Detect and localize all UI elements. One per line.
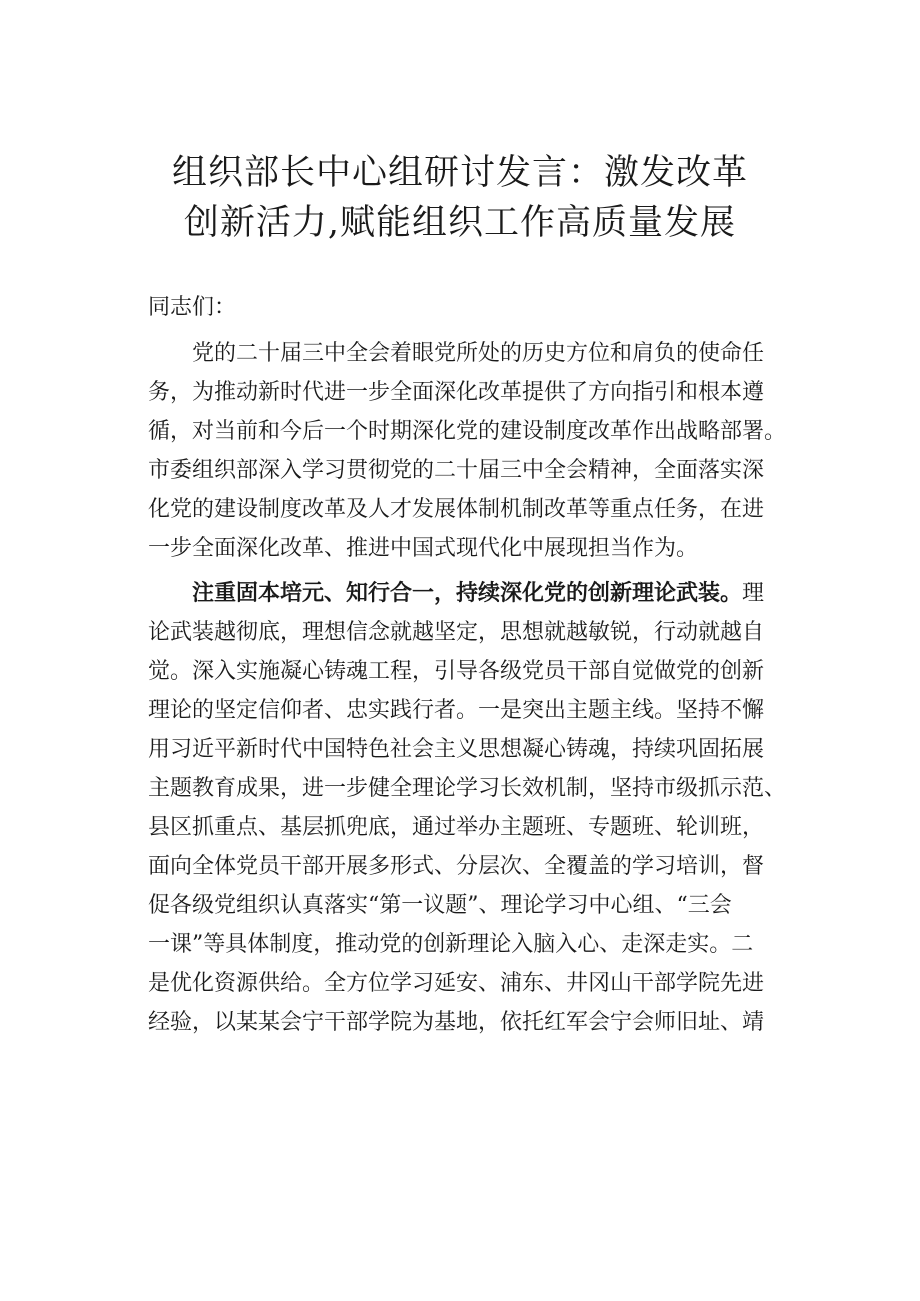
paragraph-line: 循，对当前和今后一个时期深化党的建设制度改革作出战略部署。 [148,419,787,444]
paragraph-line: 市委组织部深入学习贯彻党的二十届三中全会精神，全面落实深 [148,458,765,483]
document-title [120,148,800,248]
paragraph-line: 化党的建设制度改革及人才发展体制机制改革等重点任务，在进 [148,497,765,522]
paragraph-line: 一步全面深化改革、推进中国式现代化中展现担当作为。 [148,536,699,561]
document-body [148,288,812,1042]
paragraph-line: 经验，以某某会宁干部学院为基地，依托红军会宁会师旧址、靖 [148,1010,765,1035]
paragraph-line: 理论的坚定信仰者、忠实践行者。一是突出主题主线。坚持不懈 [148,698,765,723]
paragraph-heading-rest: 理 [742,581,765,606]
paragraph-line: 是优化资源供给。全方位学习延安、浦东、井冈山干部学院先进 [148,971,765,996]
paragraph-line: 用习近平新时代中国特色社会主义思想凝心铸魂，持续巩固拓展 [148,737,765,762]
paragraph-line: 务，为推动新时代进一步全面深化改革提供了方向指引和根本遵 [148,380,765,405]
paragraph-line: 促各级党组织认真落实“第一议题”、理论学习中心组、“三会 [148,893,732,918]
paragraph-line: 主题教育成果，进一步健全理论学习长效机制，坚持市级抓示范、 [148,776,787,801]
paragraph-1 [148,334,812,568]
salutation: 同志们： [148,295,237,320]
paragraph-2 [148,574,812,1042]
paragraph-line: 一课”等具体制度，推动党的创新理论入脑入心、走深走实。二 [148,932,754,957]
paragraph-line: 县区抓重点、基层抓兜底，通过举办主题班、专题班、轮训班， [148,815,765,840]
title-line-2: 创新活力,赋能组织工作高质量发展 [183,203,737,243]
paragraph-line: 面向全体党员干部开展多形式、分层次、全覆盖的学习培训，督 [148,854,765,879]
paragraph-line: 论武装越彻底，理想信念就越坚定，思想就越敏锐，行动就越自 [148,620,765,645]
title-line-1: 组织部长中心组研讨发言：激发改革 [171,153,748,193]
paragraph-heading: 注重固本培元、知行合一，持续深化党的创新理论武装。 [192,580,743,606]
paragraph-line: 党的二十届三中全会着眼党所处的历史方位和肩负的使命任 [192,341,765,366]
paragraph-line: 觉。深入实施凝心铸魂工程，引导各级党员干部自觉做党的创新 [148,659,765,684]
paragraph-first-line [148,574,812,613]
